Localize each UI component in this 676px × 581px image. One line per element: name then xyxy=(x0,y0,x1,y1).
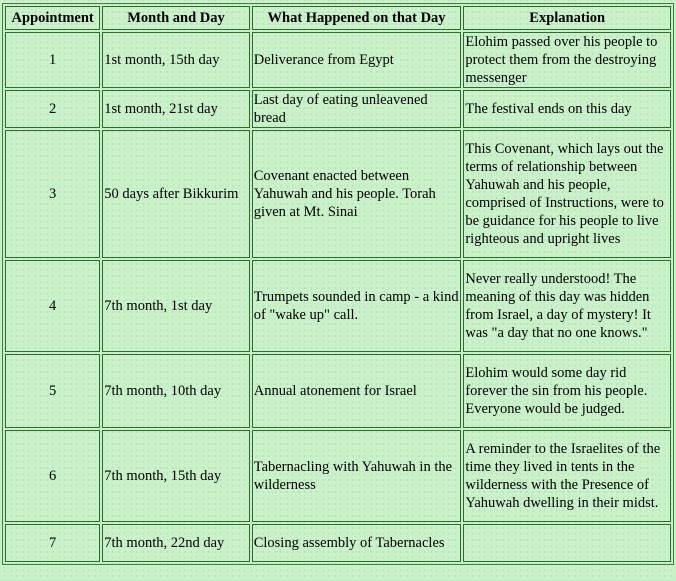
appointment-number: 5 xyxy=(5,354,100,428)
header-explanation: Explanation xyxy=(463,6,671,30)
event-description: Covenant enacted between Yahuwah and his people. Torah given at Mt. Sinai xyxy=(252,130,462,258)
table-row xyxy=(5,32,671,88)
explanation: Elohim would some day rid forever the sin from his people. Everyone would be judged. xyxy=(463,354,671,428)
month-and-day: 1st month, 15th day xyxy=(102,32,249,88)
month-and-day: 1st month, 21st day xyxy=(102,90,249,128)
explanation: Never really understood! The meaning of this day was hidden from Israel, a day of mystery! It was "a day that no one knows." xyxy=(463,260,671,352)
event-description: Last day of eating unleavened bread xyxy=(252,90,462,128)
appointment-number: 3 xyxy=(5,130,100,258)
explanation: A reminder to the Israelites of the time they lived in tents in the wilderness with the Presence of Yahuwah dwelling in their midst. xyxy=(463,430,671,522)
event-description: Closing assembly of Tabernacles xyxy=(252,524,462,562)
month-and-day: 7th month, 15th day xyxy=(102,430,249,522)
event-description: Deliverance from Egypt xyxy=(252,32,462,88)
table-row xyxy=(5,90,671,128)
month-and-day: 7th month, 1st day xyxy=(102,260,249,352)
appointment-number: 1 xyxy=(5,32,100,88)
appointment-number: 4 xyxy=(5,260,100,352)
event-description: Annual atonement for Israel xyxy=(252,354,462,428)
appointments-table xyxy=(2,3,674,565)
explanation: The festival ends on this day xyxy=(463,90,671,128)
table-row xyxy=(5,260,671,352)
event-description: Trumpets sounded in camp - a kind of "wake up" call. xyxy=(252,260,462,352)
explanation xyxy=(463,524,671,562)
appointment-number: 2 xyxy=(5,90,100,128)
event-description: Tabernacling with Yahuwah in the wilderness xyxy=(252,430,462,522)
table-row xyxy=(5,430,671,522)
header-appointment: Appointment xyxy=(5,6,100,30)
month-and-day: 50 days after Bikkurim xyxy=(102,130,249,258)
explanation: This Covenant, which lays out the terms of relationship between Yahuwah and his people, comprised of Instructions, were to be guidance for his people to live righteous and upright lives xyxy=(463,130,671,258)
appointment-number: 7 xyxy=(5,524,100,562)
explanation: Elohim passed over his people to protect them from the destroying messenger xyxy=(463,32,671,88)
table-row xyxy=(5,354,671,428)
table-header-row xyxy=(5,6,671,30)
header-month-and-day: Month and Day xyxy=(102,6,249,30)
month-and-day: 7th month, 10th day xyxy=(102,354,249,428)
month-and-day: 7th month, 22nd day xyxy=(102,524,249,562)
table-row xyxy=(5,130,671,258)
appointment-number: 6 xyxy=(5,430,100,522)
header-what-happened: What Happened on that Day xyxy=(252,6,462,30)
table-row xyxy=(5,524,671,562)
